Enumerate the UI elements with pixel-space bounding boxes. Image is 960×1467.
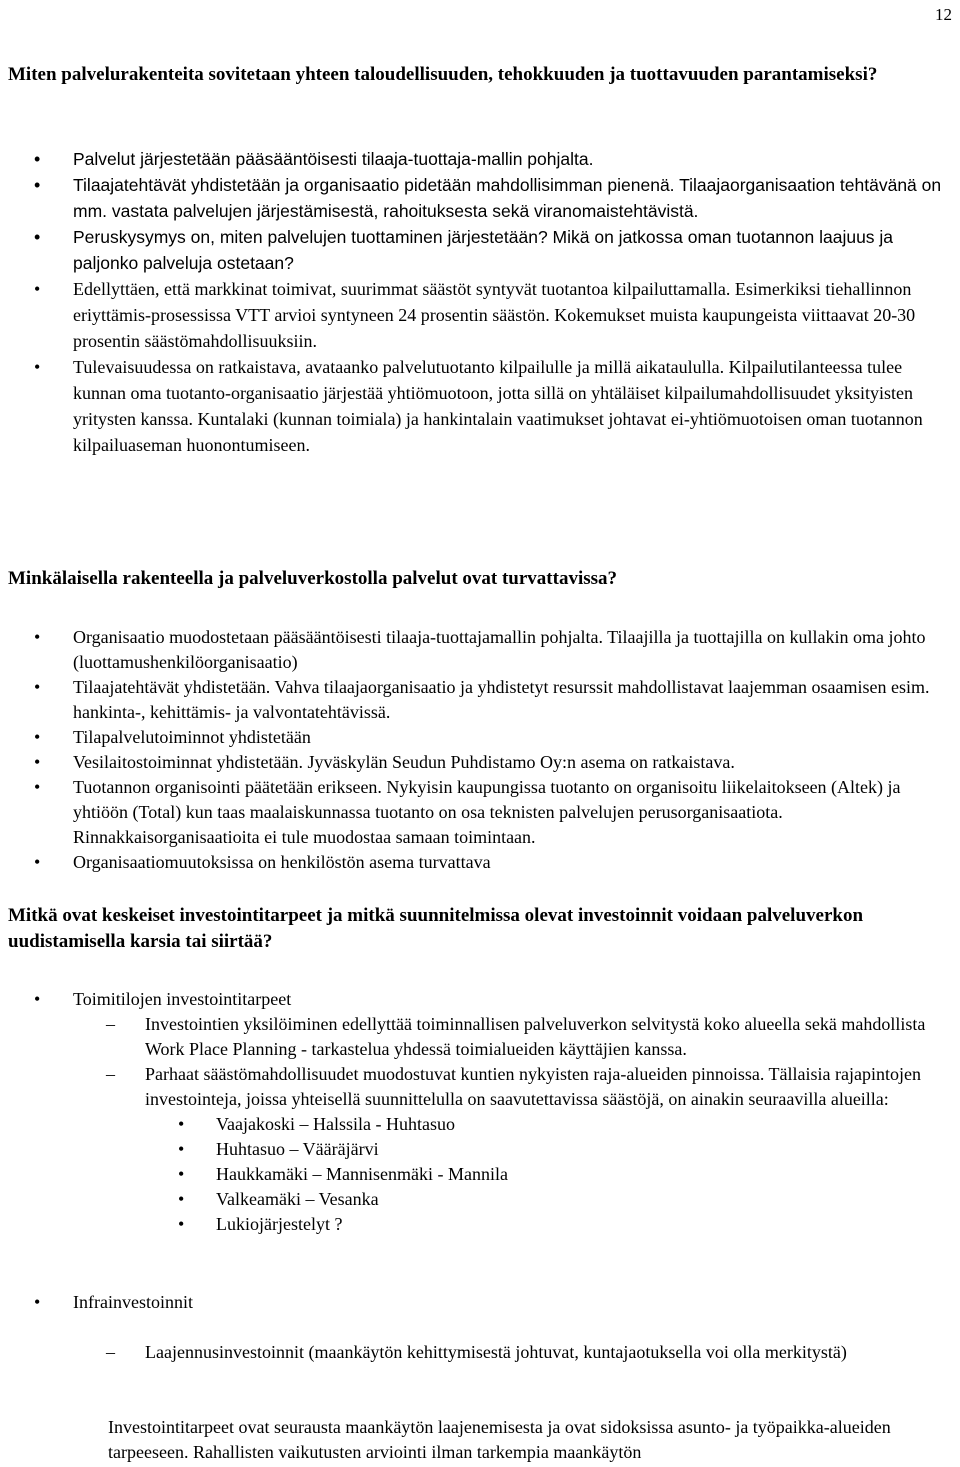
dash-icon: – [106,1342,115,1362]
section2-list [0,625,960,875]
closing-paragraph: Investointitarpeet ovat seurausta maankäytön laajenemisesta ja ovat sidoksissa asunto- ja työpaikka-alueiden tarpeeseen. Rahallisten vaikutusten arviointi ilman tarkempia maankäytön [108,1417,891,1462]
list-item: • Tilaajatehtävät yhdistetään. Vahva tilaajaorganisaatio ja yhdistetyt resurssit mahdollistavat laajemman osaamisen esim. hankinta-, kehittämis- ja valvontatehtävissä. [34,677,930,722]
section1-list [0,146,960,458]
section3-heading: Mitkä ovat keskeiset investointitarpeet ja mitkä suunnitelmissa olevat investoinnit voidaan palveluverkon uudistamisella karsia tai siirtää? [8,905,864,952]
bullet-icon: • [34,357,41,377]
section3-list-infra-sub [0,1340,960,1365]
list-item: • Tuotannon organisointi päätetään erikseen. Nykyisin kaupungissa tuotanto on organisoitu liikelaitokseen (Altek) ja yhtiöön (Total) kun taas maalaiskunnassa tuotanto on osa teknisten palvelujen perusorganisaatiota. Rinnakkaisorganisaatioita ei tule muodostaa samaan toimintaan. [34,777,901,847]
sub-item: – Laajennusinvestoinnit (maankäytön kehittymisestä johtuvat, kuntajaotuksella voi olla merkitystä) [0,1340,960,1365]
bullet-icon: • [34,627,41,647]
section2-heading: Minkälaisella rakenteella ja palveluverkostolla palvelut ovat turvattavissa? [8,568,618,589]
list-item: • Edellyttäen, että markkinat toimivat, suurimmat säästöt syntyvät tuotantoa kilpailuttamalla. Esimerkiksi tiehallinnon eriyttämis-prosessissa VTT arvioi syntyneen 24 prosentin säästön. Kokemukset muista kaupungeista viittaavat 20-30 prosentin säästömahdollisuuksiin. [0,276,960,354]
bullet-icon: • [178,1189,185,1209]
bullet-icon: • [178,1214,185,1234]
area-item: • Valkeamäki – Vesanka [0,1187,960,1212]
dash-icon: – [106,1014,115,1034]
section3-list [0,987,960,1237]
list-item: • Tilapalvelutoiminnot yhdistetään [0,725,960,750]
bullet-icon: • [34,852,41,872]
bullet-icon: • [178,1114,185,1134]
bullet-icon: • [34,777,41,797]
section1-heading: Miten palvelurakenteita sovitetaan yhteen taloudellisuuden, tehokkuuden ja tuottavuuden parantamiseksi? [8,64,878,85]
list-item: • Peruskysymys on, miten palvelujen tuottaminen järjestetään? Mikä on jatkossa oman tuotannon laajuus ja paljonko palveluja ostetaan? [0,224,960,276]
sub-item: – Parhaat säästömahdollisuudet muodostuvat kuntien nykyisten raja-alueiden pinnoissa. Tällaisia rajapintojen investointeja, joissa yhteisellä suunnittelulla on saavutettavissa säästöjä, on ainakin seuraavilla alueilla: [106,1064,921,1109]
bullet-icon: • [34,752,41,772]
area-item: • Haukkamäki – Mannisenmäki - Mannila [0,1162,960,1187]
bullet-icon: • [178,1139,185,1159]
bullet-icon: • [34,149,41,169]
list-item: • Organisaatio muodostetaan pääsääntöisesti tilaaja-tuottajamallin pohjalta. Tilaajilla ja tuottajilla on kullakin oma johto (luottamushenkilöorganisaatio) [34,627,926,672]
bullet-icon: • [34,279,41,299]
dash-icon: – [106,1064,115,1084]
bullet-icon: • [34,989,41,1009]
list-item: • Infrainvestoinnit [0,1290,960,1315]
area-item: • Vaajakoski – Halssila - Huhtasuo [0,1112,960,1137]
list-item: • Palvelut järjestetään pääsääntöisesti tilaaja-tuottaja-mallin pohjalta. [0,146,960,172]
list-item: • Organisaatiomuutoksissa on henkilöstön asema turvattava [0,850,960,875]
page-number: 12 [935,5,952,24]
list-item: • Tulevaisuudessa on ratkaistava, avataanko palvelutuotanto kilpailulle ja millä aikataululla. Kilpailutilanteessa tulee kunnan oma tuotanto-organisaatio järjestää yhtiömuotoon, jotta sillä on yhtäläiset kilpailumahdollisuudet yksityisten yritysten kanssa. Kuntalaki (kunnan toimiala) ja hankintalain vaatimukset johtavat ei-yhtiömuotoisen oman tuotannon kilpailuaseman huonontumiseen. [0,354,960,458]
bullet-icon: • [34,175,41,195]
list-item: • Vesilaitostoiminnat yhdistetään. Jyväskylän Seudun Puhdistamo Oy:n asema on ratkaistava. [0,750,960,775]
bullet-icon: • [34,227,41,247]
bullet-icon: • [34,1292,41,1312]
bullet-icon: • [34,677,41,697]
area-item: • Huhtasuo – Vääräjärvi [0,1137,960,1162]
list-item: • Toimitilojen investointitarpeet [0,987,960,1012]
list-item: • Tilaajatehtävät yhdistetään ja organisaatio pidetään mahdollisimman pienenä. Tilaajaorganisaation tehtävänä on mm. vastata palvelujen järjestämisestä, rahoituksesta sekä viranomaistehtävistä. [0,172,960,224]
section3-list-infra [0,1290,960,1315]
area-item: • Lukiojärjestelyt ? [0,1212,960,1237]
sub-item: – Investointien yksilöiminen edellyttää toiminnallisen palveluverkon selvitystä koko alueella sekä mahdollista Work Place Planning - tarkastelua yhdessä toimialueiden käyttäjien kanssa. [106,1014,926,1059]
bullet-icon: • [178,1164,185,1184]
bullet-icon: • [34,727,41,747]
